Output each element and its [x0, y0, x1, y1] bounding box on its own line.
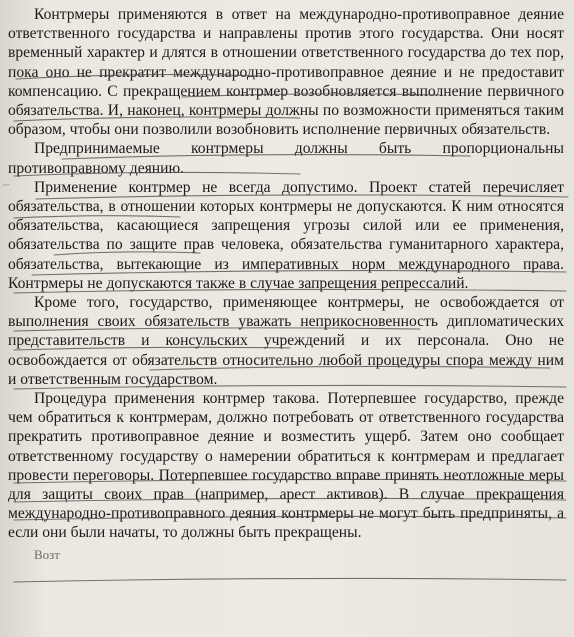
- paragraph-obligations-retained: Кроме того, государство, применяющее контрмеры, не освобождается от выполнения своих обязательств уважать неприкосновенность дипломатических представительств и консульских учреждений и их персонала. Оно не освобождается от обязательств относительно любой процедуры спора между ним и ответственным государством.: [8, 294, 564, 388]
- paragraph-proportionality: Предпринимаемые контрмеры должны быть пропорциональны противоправному деянию.: [8, 140, 564, 177]
- cut-off-text-line: Возт: [34, 546, 60, 562]
- paragraph-procedure: Процедура применения контрмер такова. Потерпевшее государство, прежде чем обратиться к контрмерам, должно потребовать от ответственного государства прекратить противоправное деяние и возместить ущерб. Затем оно сообщает ответственному государству о намерении обратиться к контрмерам и предлагает провести переговоры. Потерпевшее государство вправе принять неотложные меры для защиты своих прав (например, арест активов). В случае прекращения международно-противоправного деяния контрмеры не могут быть предприняты, а если они были начаты, то должны быть прекращены.: [8, 390, 564, 542]
- margin-scribble: ~: [1, 179, 12, 192]
- paragraph-countermeasures-purpose: Контрмеры применяются в ответ на международно-противоправное деяние ответственного государства и направлены против этого государства. Они носят временный характер и длятся в отношении ответственного государства до тех пор, пока оно не прекратит международно-противоправное деяние и не предоставит компенсацию. С прекращением контрмер возобновляется выполнение первичного обязательства. И, наконец, контрмеры должны по возможности применяться таким образом, чтобы они позволили возобновить исполнение первичных обязательств.: [8, 6, 564, 139]
- paragraph-restrictions: Применение контрмер не всегда допустимо. Проект статей перечисляет обязательства, в отношении которых контрмеры не допускаются. К ним относятся обязательства, касающиеся запрещения угрозы силой или ее применения, обязательства по защите прав человека, обязательства гуманитарного характера, обязательства, вытекающие из императивных норм международного права. Контрмеры не допускаются также в случае запрещения репрессалий.: [8, 178, 564, 292]
- underline-termination: [14, 578, 566, 582]
- page-text: [8, 5, 564, 564]
